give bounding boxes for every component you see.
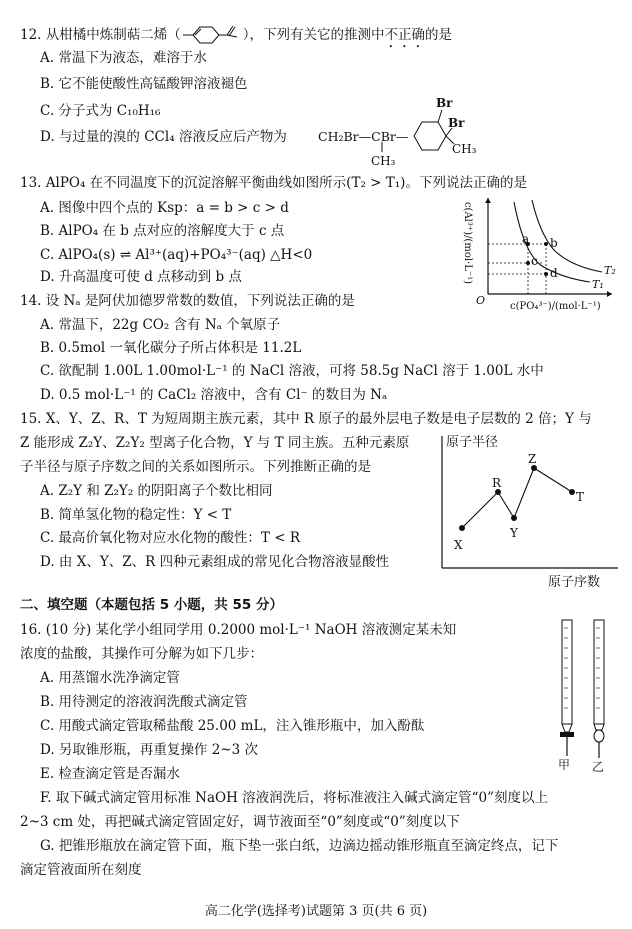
q16-stem-line1: 16. (10 分) 某化学小组同学用 0.2000 mol·L⁻¹ NaOH 溶液测定某未知 [20,622,457,638]
q15-stem-line2: Z 能形成 Z₂Y、Z₂Y₂ 型离子化合物，Y 与 T 同主族。五种元素原 [20,435,410,451]
q15-option-c: C. 最高价氧化物对应水化物的酸性：T < R [40,530,300,546]
point-y [511,515,517,521]
q16-step-g-line1: G. 把锥形瓶放在滴定管下面，瓶下垫一张白纸，边滴边摇动锥形瓶直至滴定终点，记下 [40,838,559,854]
page-footer: 高二化学(选择考)试题第 3 页(共 6 页) [204,904,428,919]
q16-step-f-line1: F. 取下碱式滴定管用标准 NaOH 溶液润洗后，将标准液注入碱式滴定管“0”刻度以上 [40,790,549,806]
q15-trend-line [462,468,572,528]
q16-burette-figure [548,616,618,788]
q13-curve-t1-label: T₁ [592,278,604,291]
q15-label-y: Y [510,526,518,540]
q14-option-a: A. 常温下，22g CO₂ 含有 Nₐ 个氧原子 [40,317,281,333]
burette-yi [594,620,604,758]
q16-step-g-line2: 滴定管液面所在刻度 [20,862,142,878]
q12-option-c: C. 分子式为 C₁₀H₁₆ [40,103,161,119]
q15-option-d: D. 由 X、Y、Z、R 四种元素组成的常见化合物溶液显酸性 [40,554,390,570]
q15-y-axis-label: 原子半径 [446,435,499,450]
q13-point-d: d [550,266,558,280]
q15-label-r: R [492,476,502,490]
q16-stem-line2: 浓度的盐酸，其操作可分解为如下几步： [20,646,263,662]
burettes-svg [548,616,618,766]
q15-option-b: B. 简单氢化物的稳定性：Y < T [40,507,232,523]
q15-x-axis-label: 原子序数 [548,575,601,590]
q16-step-b: B. 用待测定的溶液润洗酸式滴定管 [40,694,248,710]
q16-step-f-line2: 2~3 cm 处，再把碱式滴定管固定好，调节液面至“0”刻度或“0”刻度以下 [20,814,460,830]
q13-option-a: A. 图像中四个点的 Ksp：a = b > c > d [40,200,289,216]
q15-atomic-radius-graph [432,432,622,592]
q12-option-d: D. 与过量的溴的 CCl₄ 溶液反应后产物为 [40,129,287,145]
q13-point-b: b [550,236,558,250]
q12-option-b: B. 它不能使酸性高锰酸钾溶液褪色 [40,76,248,92]
q16-step-c: C. 用酸式滴定管取稀盐酸 25.00 mL，注入锥形瓶中，加入酚酞 [40,718,425,734]
burette-label-jia: 甲 [558,758,571,772]
q13-point-c: c [531,254,538,268]
point-t [569,489,575,495]
q15-label-x: X [454,538,463,552]
q15-stem-line3: 子半径与原子序数之间的关系如图所示。下列推断正确的是 [20,459,371,475]
q12-option-a: A. 常温下为液态，难溶于水 [40,50,207,66]
q14-option-d: D. 0.5 mol·L⁻¹ 的 CaCl₂ 溶液中，含有 Cl⁻ 的数目为 Nₐ [40,387,388,403]
section-2-title: 二、填空题（本题包括 5 小题，共 55 分） [20,597,283,613]
q13-origin-label: O [476,294,486,307]
q15-label-z: Z [528,452,537,466]
q14-stem: 14. 设 Nₐ 是阿伏加德罗常数的数值，下列说法正确的是 [20,293,355,309]
q12-stem-part-a: 12. 从柑橘中炼制萜二烯（ [20,27,181,43]
product-ch3-ring: CH₃ [452,142,477,156]
q13-option-b: B. AlPO₄ 在 b 点对应的溶解度大于 c 点 [40,223,285,239]
q13-stem: 13. AlPO₄ 在不同温度下的沉淀溶解平衡曲线如图所示(T₂ > T₁)。下列说法正确的是 [20,175,527,191]
q13-x-axis-label: c(PO₄³⁻)/(mol·L⁻¹) [510,301,601,312]
q13-y-axis-label: c(Al³⁺)/(mol·L⁻¹) [462,201,474,285]
point-x [459,525,465,531]
curve-t2-path [532,200,602,272]
q12-product-structure [318,94,488,168]
limonene-structure [181,22,243,40]
burette-jia [560,620,574,756]
q14-option-c: C. 欲配制 1.00L 1.00mol·L⁻¹ 的 NaCl 溶液，可将 58.5g NaCl 溶于 1.00L 水中 [40,363,544,379]
q12-stem-emphasis: 不正确 [384,27,426,43]
q13-point-a: a [522,232,530,246]
q12-stem [20,22,452,51]
q12-stem-part-c: 的是 [425,27,453,43]
q16-step-a: A. 用蒸馏水洗净滴定管 [40,670,180,686]
limonene-svg [181,22,243,44]
q13-solubility-graph [462,194,622,318]
q13-option-d: D. 升高温度可使 d 点移动到 b 点 [40,269,242,285]
product-main-chain: CH₂Br—CBr— [318,129,409,144]
q13-option-c: C. AlPO₄(s) ⇌ Al³⁺(aq)+PO₄³⁻(aq) △H<0 [40,247,313,263]
q16-step-e: E. 检查滴定管是否漏水 [40,766,180,782]
q16-step-d: D. 另取锥形瓶，再重复操作 2~3 次 [40,742,258,758]
product-ch3-bottom: CH₃ [371,154,396,168]
q15-label-t: T [576,490,585,504]
q12-stem-part-b: ），下列有关它的推测中 [242,27,385,43]
burette-label-yi: 乙 [592,760,605,774]
product-br-top: Br [436,96,453,110]
q13-curve-t2-label: T₂ [604,264,616,277]
q15-option-a: A. Z₂Y 和 Z₂Y₂ 的阴阳离子个数比相同 [40,483,273,499]
q14-option-b: B. 0.5mol 一氧化碳分子所占体积是 11.2L [40,340,302,356]
product-br-side: Br [448,116,465,130]
q15-stem-line1: 15. X、Y、Z、R、T 为短周期主族元素，其中 R 原子的最外层电子数是电子层数的 2 倍；Y 与 [20,411,592,427]
